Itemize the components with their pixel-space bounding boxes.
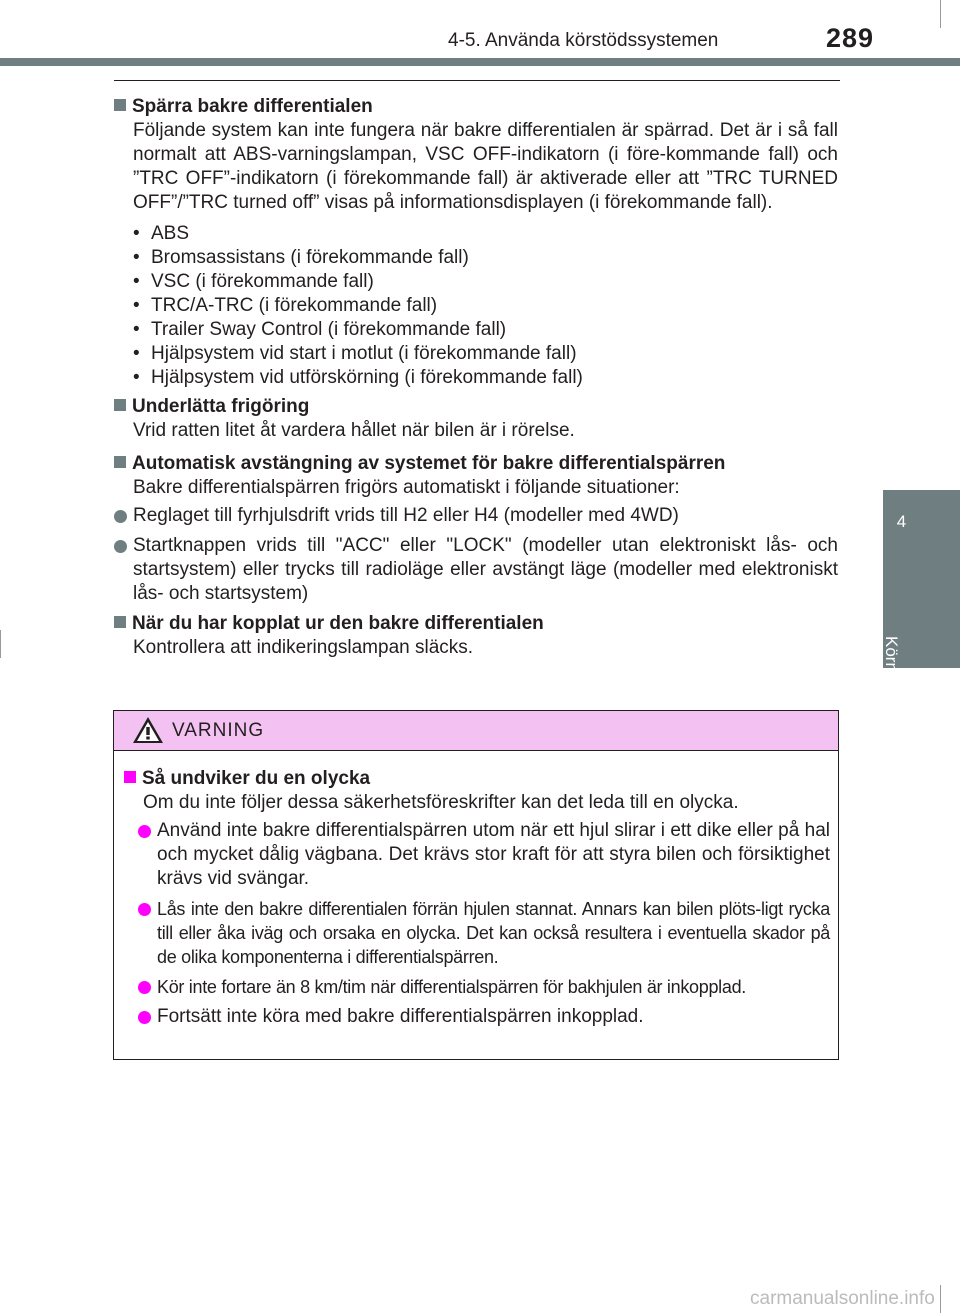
circle-bullet-icon (138, 903, 151, 916)
section-paragraph: Vrid ratten litet åt vardera hållet när bilen är i rörelse. (133, 420, 575, 441)
side-tab[interactable] (882, 490, 960, 695)
warning-heading: Så undviker du en olycka (124, 767, 830, 791)
list-item: • ABS (114, 222, 838, 246)
warning-body (124, 767, 830, 1035)
square-bullet-icon (114, 99, 126, 111)
crop-mark (940, 1285, 941, 1313)
warning-paragraph: Om du inte följer dessa säkerhetsföreskrifter kan det leda till en olycka. (143, 792, 739, 813)
side-tab-number: 4 (896, 512, 907, 531)
main-content (114, 90, 838, 660)
crop-mark (940, 0, 941, 28)
circle-bullet-icon (138, 1011, 151, 1024)
circle-bullet-icon (138, 825, 151, 838)
warning-header (114, 711, 838, 751)
watermark: carmanualsonline.info (750, 1288, 935, 1309)
page-number: 289 (826, 23, 875, 53)
warning-box (113, 710, 839, 1060)
list-item: Reglaget till fyrhjulsdrift vrids till H2 eller H4 (modeller med 4WD) (114, 504, 838, 528)
header-bar (0, 58, 960, 66)
system-list (114, 222, 838, 390)
circle-bullet-icon (114, 540, 127, 553)
section-heading: När du har kopplat ur den bakre differentialen (114, 612, 838, 636)
warning-triangle-icon (132, 715, 164, 745)
list-item: • Hjälpsystem vid start i motlut (i förekommande fall) (114, 342, 838, 366)
section-heading: Underlätta frigöring (114, 395, 838, 419)
square-bullet-icon (124, 771, 136, 783)
list-item: • TRC/A-TRC (i förekommande fall) (114, 294, 838, 318)
section-paragraph: Bakre differentialspärren frigörs automatiskt i följande situationer: (133, 477, 680, 498)
divider (114, 80, 840, 81)
warning-label: VARNING (172, 720, 265, 741)
list-item: • Bromsassistans (i förekommande fall) (114, 246, 838, 270)
situation-list (114, 504, 838, 606)
section-paragraph: Följande system kan inte fungera när bakre differentialen är spärrad. Det är i så fall normalt att ABS-varningslampan, VSC OFF-indikatorn (i före-kommande fall) och ”TRC OFF”-indikatorn (i förekommande fall) är aktiverade eller att ”TRC TURNED OFF”/”TRC turned off” visas på informationsdisplayen (i förekommande fall). (133, 120, 838, 213)
side-tab-label: Körning (882, 636, 901, 695)
list-item: Använd inte bakre differentialspärren utom när ett hjul slirar i ett dike eller på hal och mycket dålig vägbana. Det krävs stor kraft för att styra bilen och försiktighet krävs vid svängar. (138, 819, 830, 891)
list-item: Startknappen vrids till "ACC" eller "LOCK" (modeller utan elektroniskt lås- och startsystem) eller trycks till radioläge eller avstängt läge (modeller med elektroniskt lås- och startsystem) (114, 534, 838, 606)
list-item: Lås inte den bakre differentialen förrän hjulen stannat. Annars kan bilen plöts-ligt rycka till eller åka iväg och orsaka en olycka. Det kan också resultera i eventuella skador på de olika komponenterna i differentialspärren. (138, 897, 830, 969)
chapter-title: 4-5. Använda körstödssystemen (448, 30, 719, 51)
square-bullet-icon (114, 616, 126, 628)
list-item: • VSC (i förekommande fall) (114, 270, 838, 294)
list-item: Kör inte fortare än 8 km/tim när differentialspärren för bakhjulen är inkopplad. (138, 975, 830, 999)
list-item: • Trailer Sway Control (i förekommande fall) (114, 318, 838, 342)
square-bullet-icon (114, 456, 126, 468)
circle-bullet-icon (114, 510, 127, 523)
list-item: • Hjälpsystem vid utförskörning (i förekommande fall) (114, 366, 838, 390)
circle-bullet-icon (138, 981, 151, 994)
section-heading: Spärra bakre differentialen (114, 95, 838, 119)
square-bullet-icon (114, 399, 126, 411)
warning-list (138, 819, 830, 1029)
section-paragraph: Kontrollera att indikeringslampan släcks. (133, 637, 474, 658)
list-item: Fortsätt inte köra med bakre differentialspärren inkopplad. (138, 1005, 830, 1029)
crop-mark (0, 630, 1, 658)
section-heading: Automatisk avstängning av systemet för bakre differentialspärren (114, 452, 838, 476)
